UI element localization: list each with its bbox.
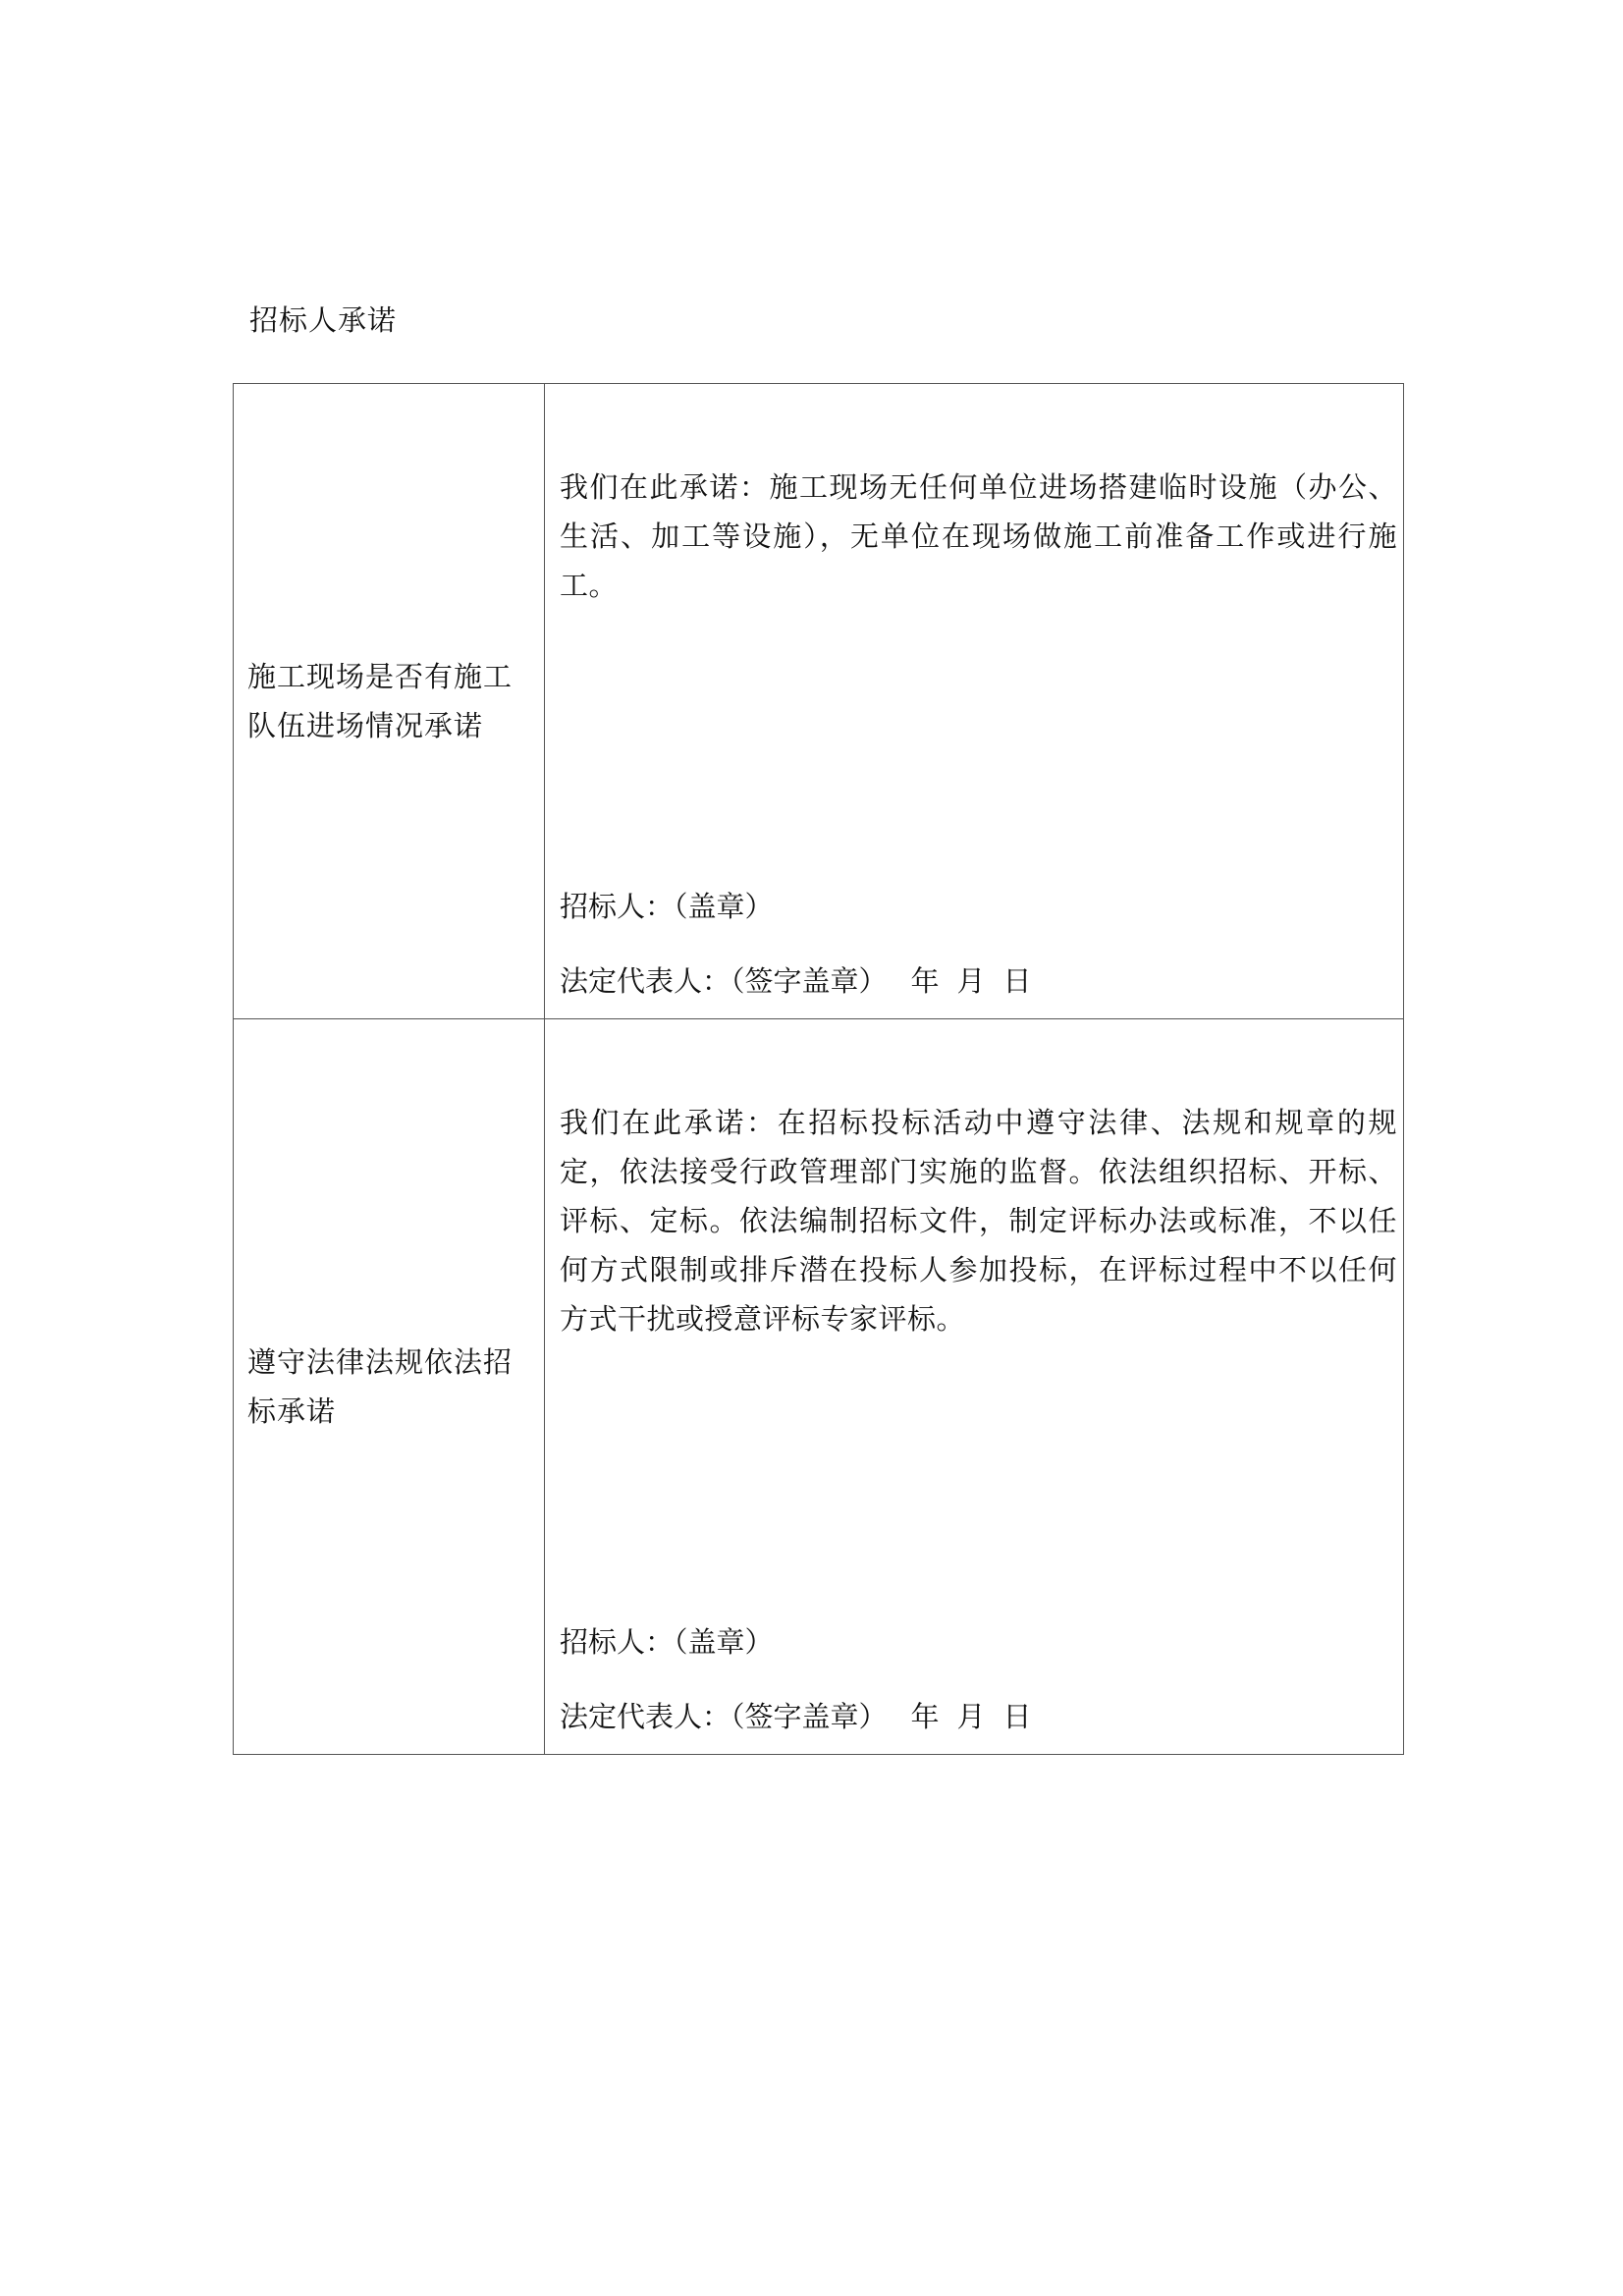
commitment-table (233, 383, 1404, 1755)
table-row (234, 1019, 1404, 1755)
row-content-cell (545, 384, 1404, 1019)
row-label-cell (234, 384, 545, 1019)
representative-line (560, 961, 1393, 1001)
year-label: 年 (910, 964, 940, 998)
row-label: 施工现场是否有施工队伍进场情况承诺 (247, 660, 514, 742)
row-label-cell (234, 1019, 545, 1755)
month-label: 月 (956, 964, 986, 998)
day-label: 日 (1002, 964, 1032, 998)
signature-block (560, 1622, 1393, 1736)
representative-line (560, 1697, 1393, 1736)
month-label: 月 (956, 1700, 986, 1733)
signature-block (560, 887, 1393, 1001)
table-row (234, 384, 1404, 1019)
signer-line: 招标人：（盖章） (560, 890, 774, 923)
representative-label: 法定代表人：（签字盖章） (560, 964, 888, 998)
date-field (911, 964, 1050, 998)
day-label: 日 (1002, 1700, 1032, 1733)
signer-line: 招标人：（盖章） (560, 1625, 774, 1659)
commitment-statement: 我们在此承诺：在招标投标活动中遵守法律、法规和规章的规定，依法接受行政管理部门实施的监督。依法组织招标、开标、评标、定标。依法编制招标文件，制定评标办法或标准，不以任何方式限制或排斥潜在投标人参加投标，在评标过程中不以任何方式干扰或授意评标专家评标。 (560, 1106, 1397, 1336)
row-label: 遵守法律法规依法招标承诺 (247, 1345, 514, 1428)
page-title: 招标人承诺 (249, 303, 398, 337)
date-field (911, 1700, 1050, 1733)
row-content-cell (545, 1019, 1404, 1755)
commitment-statement: 我们在此承诺：施工现场无任何单位进场搭建临时设施（办公、生活、加工等设施），无单位在现场做施工前准备工作或进行施工。 (560, 470, 1397, 602)
representative-label: 法定代表人：（签字盖章） (560, 1700, 888, 1733)
year-label: 年 (910, 1700, 940, 1733)
